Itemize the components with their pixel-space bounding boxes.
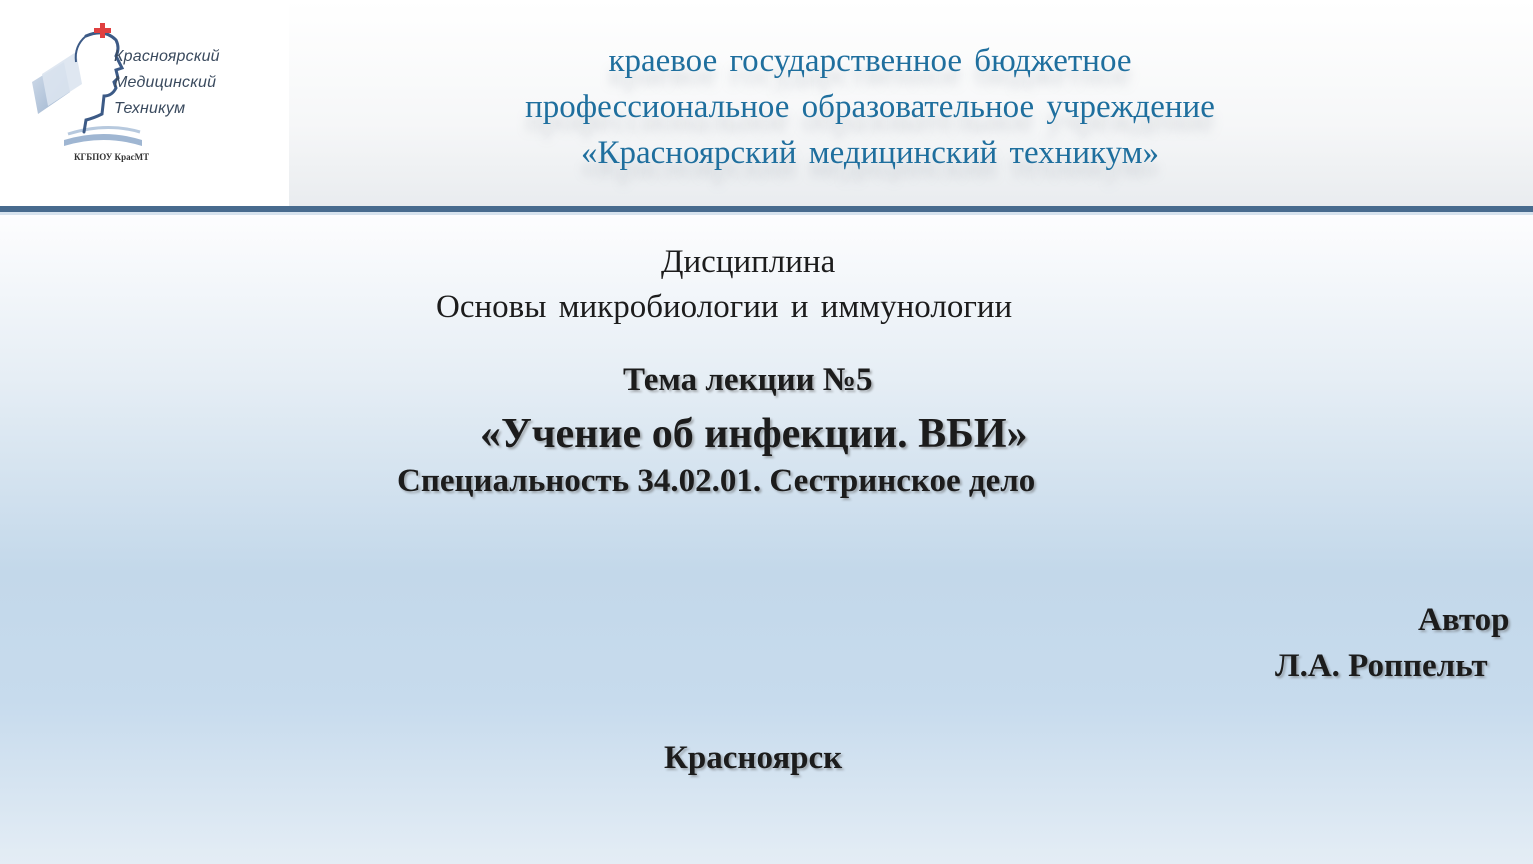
author-label: Автор [1418, 602, 1510, 638]
author-name: Л.А. Роппельт [1275, 648, 1488, 684]
logo-text-line1: Красноярский [114, 48, 220, 65]
city: Красноярск [664, 740, 843, 776]
discipline-label: Дисциплина [661, 244, 836, 280]
college-logo [0, 0, 289, 206]
org-line-1: краевое государственное бюджетное [608, 43, 1132, 79]
lecture-topic: «Учение об инфекции. ВБИ» [480, 411, 1028, 457]
logo-caption: КГБПОУ КрасМТ [74, 152, 150, 162]
discipline-name: Основы микробиологии и иммунологии [436, 289, 1013, 325]
lecture-number: Тема лекции №5 [623, 362, 873, 398]
logo-text-line3: Техникум [114, 100, 186, 117]
org-line-3: «Красноярский медицинский техникум» [580, 135, 1159, 171]
logo-text-line2: Медицинский [114, 74, 217, 91]
organization-name [420, 38, 1320, 176]
specialty: Специальность 34.02.01. Сестринское дело [397, 463, 1036, 499]
org-line-2: профессиональное образовательное учреждение [525, 89, 1215, 125]
